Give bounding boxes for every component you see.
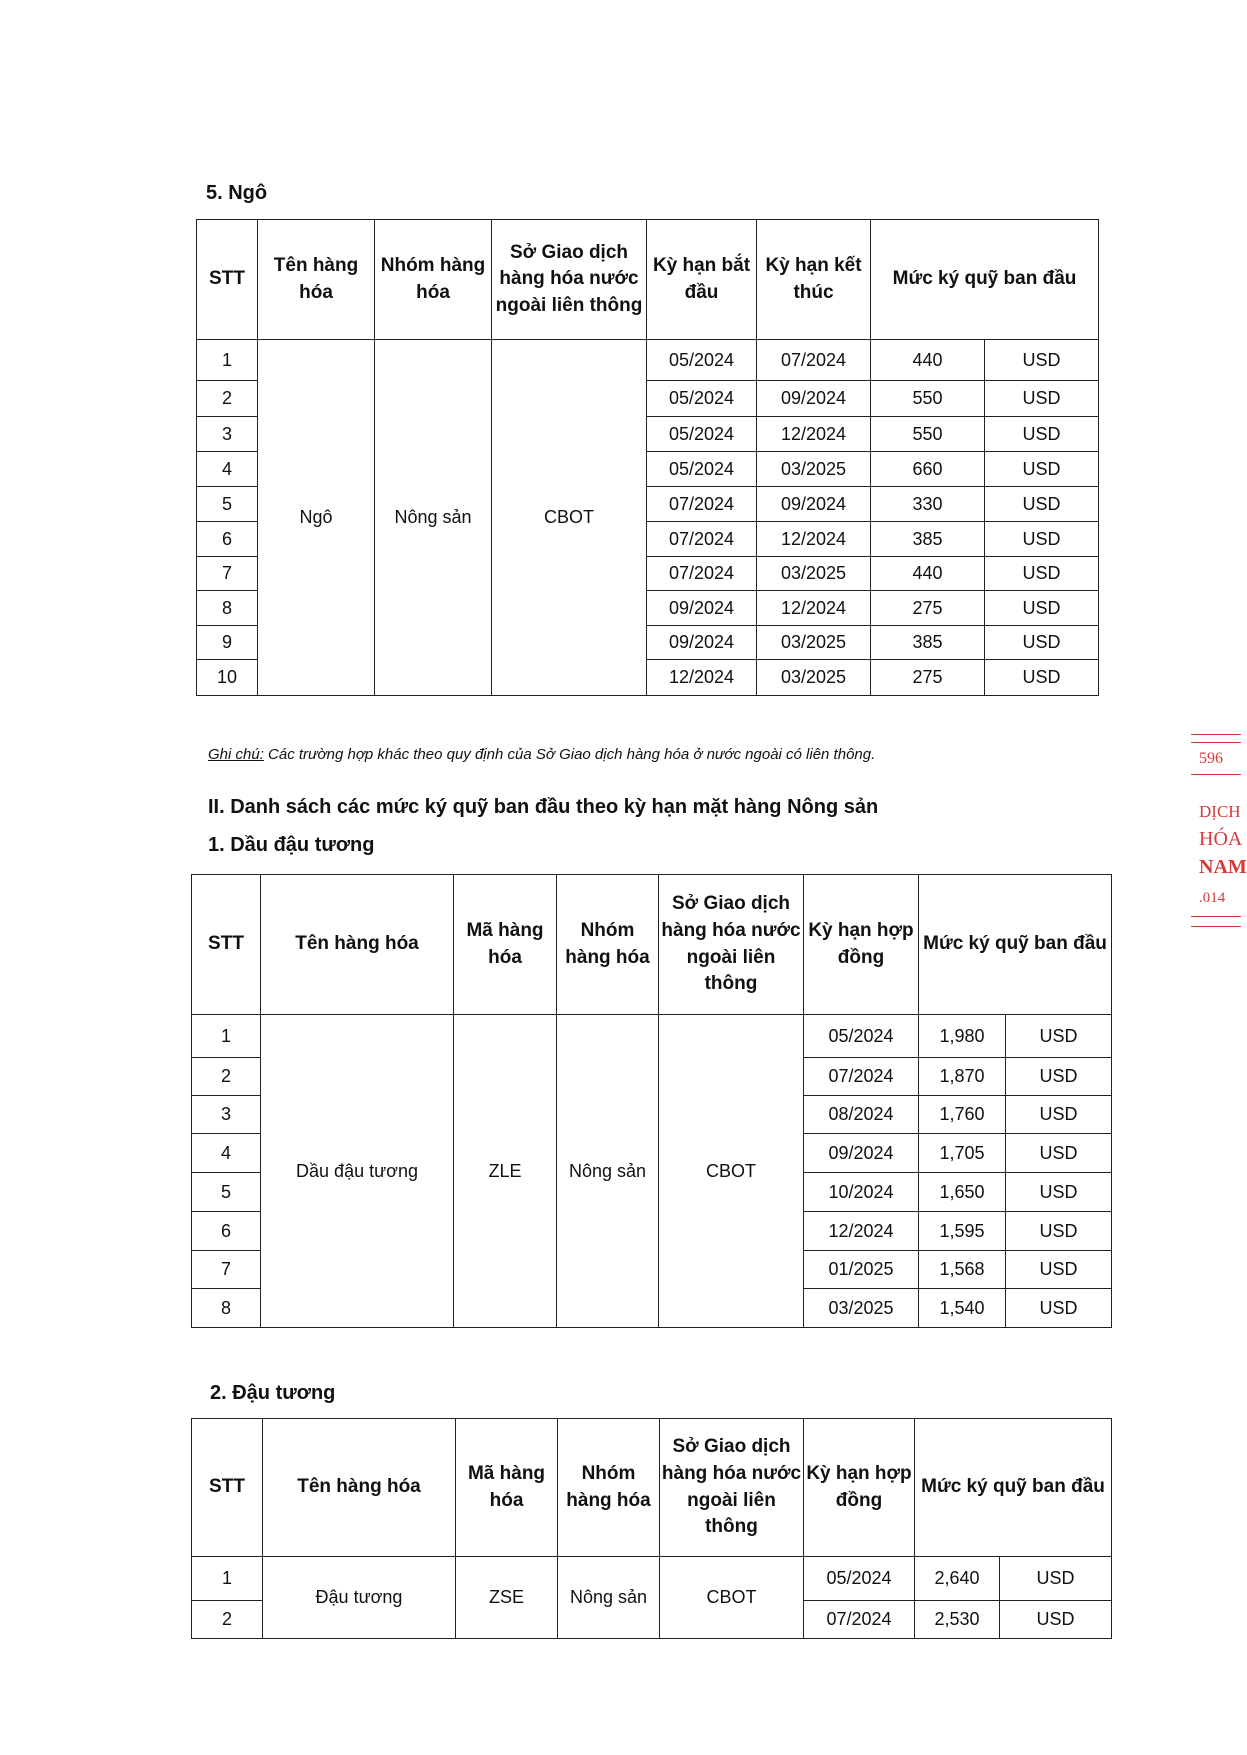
soybean-margin-table xyxy=(191,1418,1112,1639)
margin-amount: 440 xyxy=(871,557,985,591)
end-term: 09/2024 xyxy=(757,381,871,417)
margin-amount: 1,705 xyxy=(919,1134,1006,1173)
row-stt: 10 xyxy=(197,660,258,696)
corn-margin-table xyxy=(196,219,1099,696)
row-stt: 4 xyxy=(197,452,258,487)
start-term: 09/2024 xyxy=(647,591,757,626)
margin-amount: 1,870 xyxy=(919,1058,1006,1096)
row-stt: 1 xyxy=(192,1557,263,1601)
contract-term: 07/2024 xyxy=(804,1601,915,1639)
header-contract-term: Kỳ hạn hợp đồng xyxy=(804,1419,915,1557)
exchange-name: CBOT xyxy=(660,1557,804,1639)
stamp-text-2: DỊCH xyxy=(1199,802,1241,821)
margin-amount: 1,540 xyxy=(919,1289,1006,1328)
exchange-name: CBOT xyxy=(492,340,647,696)
section-heading-soybean-oil: 1. Dầu đậu tương xyxy=(208,834,375,856)
start-term: 07/2024 xyxy=(647,557,757,591)
commodity-group: Nông sản xyxy=(558,1557,660,1639)
table-row xyxy=(197,340,1099,381)
row-stt: 2 xyxy=(197,381,258,417)
table-row xyxy=(192,1015,1112,1058)
start-term: 12/2024 xyxy=(647,660,757,696)
table-header-row xyxy=(192,1419,1112,1557)
end-term: 12/2024 xyxy=(757,417,871,452)
margin-amount: 1,980 xyxy=(919,1015,1006,1058)
header-code: Mã hàng hóa xyxy=(456,1419,558,1557)
header-stt: STT xyxy=(192,1419,263,1557)
table-row xyxy=(192,1557,1112,1601)
margin-currency: USD xyxy=(985,417,1099,452)
header-name: Tên hàng hóa xyxy=(263,1419,456,1557)
contract-term: 01/2025 xyxy=(804,1251,919,1289)
margin-currency: USD xyxy=(1006,1134,1112,1173)
section-heading-soybean: 2. Đậu tương xyxy=(210,1382,336,1404)
start-term: 05/2024 xyxy=(647,417,757,452)
margin-currency: USD xyxy=(1006,1173,1112,1212)
margin-currency: USD xyxy=(1006,1212,1112,1251)
margin-currency: USD xyxy=(1006,1096,1112,1134)
margin-amount: 440 xyxy=(871,340,985,381)
header-stt: STT xyxy=(197,220,258,340)
commodity-name: Ngô xyxy=(258,340,375,696)
row-stt: 3 xyxy=(192,1096,261,1134)
stamp-text-3: HÓA xyxy=(1199,828,1243,850)
note xyxy=(208,746,875,763)
section-heading-corn: 5. Ngô xyxy=(206,182,268,204)
margin-amount: 2,530 xyxy=(915,1601,1000,1639)
table-header-row xyxy=(192,875,1112,1015)
row-stt: 3 xyxy=(197,417,258,452)
margin-amount: 550 xyxy=(871,417,985,452)
margin-currency: USD xyxy=(985,340,1099,381)
table-header-row xyxy=(197,220,1099,340)
margin-amount: 275 xyxy=(871,591,985,626)
margin-currency: USD xyxy=(985,626,1099,660)
header-name: Tên hàng hóa xyxy=(258,220,375,340)
contract-term: 08/2024 xyxy=(804,1096,919,1134)
margin-amount: 1,595 xyxy=(919,1212,1006,1251)
margin-currency: USD xyxy=(985,522,1099,557)
end-term: 12/2024 xyxy=(757,591,871,626)
row-stt: 5 xyxy=(192,1173,261,1212)
row-stt: 6 xyxy=(197,522,258,557)
note-label: Ghi chú: xyxy=(208,746,264,763)
start-term: 05/2024 xyxy=(647,381,757,417)
margin-amount: 550 xyxy=(871,381,985,417)
row-stt: 2 xyxy=(192,1058,261,1096)
header-exchange: Sở Giao dịch hàng hóa nước ngoài liên thông xyxy=(660,1419,804,1557)
margin-amount: 330 xyxy=(871,487,985,522)
contract-term: 03/2025 xyxy=(804,1289,919,1328)
margin-currency: USD xyxy=(1006,1289,1112,1328)
contract-term: 09/2024 xyxy=(804,1134,919,1173)
contract-term: 07/2024 xyxy=(804,1058,919,1096)
header-start-term: Kỳ hạn bắt đầu xyxy=(647,220,757,340)
start-term: 09/2024 xyxy=(647,626,757,660)
margin-amount: 1,760 xyxy=(919,1096,1006,1134)
stamp-text-1: 596 xyxy=(1199,750,1223,767)
end-term: 03/2025 xyxy=(757,660,871,696)
end-term: 03/2025 xyxy=(757,452,871,487)
end-term: 09/2024 xyxy=(757,487,871,522)
header-stt: STT xyxy=(192,875,261,1015)
margin-currency: USD xyxy=(1000,1601,1112,1639)
section-heading-agricultural: II. Danh sách các mức ký quỹ ban đầu theo kỳ hạn mặt hàng Nông sản xyxy=(208,796,879,818)
margin-amount: 2,640 xyxy=(915,1557,1000,1601)
margin-currency: USD xyxy=(985,660,1099,696)
margin-amount: 385 xyxy=(871,626,985,660)
margin-currency: USD xyxy=(1006,1015,1112,1058)
header-exchange: Sở Giao dịch hàng hóa nước ngoài liên thông xyxy=(492,220,647,340)
row-stt: 7 xyxy=(197,557,258,591)
contract-term: 05/2024 xyxy=(804,1015,919,1058)
margin-currency: USD xyxy=(985,557,1099,591)
soybean-oil-margin-table xyxy=(191,874,1112,1328)
margin-amount: 660 xyxy=(871,452,985,487)
margin-currency: USD xyxy=(1006,1251,1112,1289)
end-term: 03/2025 xyxy=(757,626,871,660)
start-term: 05/2024 xyxy=(647,452,757,487)
header-group: Nhóm hàng hóa xyxy=(375,220,492,340)
header-contract-term: Kỳ hạn hợp đồng xyxy=(804,875,919,1015)
row-stt: 2 xyxy=(192,1601,263,1639)
end-term: 07/2024 xyxy=(757,340,871,381)
row-stt: 8 xyxy=(192,1289,261,1328)
exchange-name: CBOT xyxy=(659,1015,804,1328)
margin-amount: 385 xyxy=(871,522,985,557)
start-term: 07/2024 xyxy=(647,487,757,522)
red-stamp xyxy=(1191,730,1247,960)
contract-term: 05/2024 xyxy=(804,1557,915,1601)
margin-currency: USD xyxy=(1000,1557,1112,1601)
stamp-text-5: .014 xyxy=(1199,890,1226,906)
margin-amount: 1,650 xyxy=(919,1173,1006,1212)
note-text: Các trường hợp khác theo quy định của Sở Giao dịch hàng hóa ở nước ngoài có liên thông. xyxy=(263,746,876,763)
row-stt: 4 xyxy=(192,1134,261,1173)
commodity-group: Nông sản xyxy=(557,1015,659,1328)
header-margin: Mức ký quỹ ban đầu xyxy=(919,875,1112,1015)
margin-amount: 275 xyxy=(871,660,985,696)
end-term: 03/2025 xyxy=(757,557,871,591)
start-term: 07/2024 xyxy=(647,522,757,557)
row-stt: 7 xyxy=(192,1251,261,1289)
row-stt: 1 xyxy=(197,340,258,381)
header-group: Nhóm hàng hóa xyxy=(557,875,659,1015)
margin-currency: USD xyxy=(1006,1058,1112,1096)
header-end-term: Kỳ hạn kết thúc xyxy=(757,220,871,340)
row-stt: 6 xyxy=(192,1212,261,1251)
contract-term: 10/2024 xyxy=(804,1173,919,1212)
row-stt: 9 xyxy=(197,626,258,660)
commodity-name: Đậu tương xyxy=(263,1557,456,1639)
header-exchange: Sở Giao dịch hàng hóa nước ngoài liên thông xyxy=(659,875,804,1015)
margin-currency: USD xyxy=(985,591,1099,626)
contract-term: 12/2024 xyxy=(804,1212,919,1251)
margin-amount: 1,568 xyxy=(919,1251,1006,1289)
row-stt: 1 xyxy=(192,1015,261,1058)
margin-currency: USD xyxy=(985,381,1099,417)
row-stt: 5 xyxy=(197,487,258,522)
header-margin: Mức ký quỹ ban đầu xyxy=(915,1419,1112,1557)
header-group: Nhóm hàng hóa xyxy=(558,1419,660,1557)
start-term: 05/2024 xyxy=(647,340,757,381)
header-code: Mã hàng hóa xyxy=(454,875,557,1015)
stamp-text-4: NAM xyxy=(1199,856,1247,878)
commodity-code: ZSE xyxy=(456,1557,558,1639)
margin-currency: USD xyxy=(985,487,1099,522)
commodity-name: Dầu đậu tương xyxy=(261,1015,454,1328)
margin-currency: USD xyxy=(985,452,1099,487)
header-margin: Mức ký quỹ ban đầu xyxy=(871,220,1099,340)
commodity-code: ZLE xyxy=(454,1015,557,1328)
row-stt: 8 xyxy=(197,591,258,626)
header-name: Tên hàng hóa xyxy=(261,875,454,1015)
end-term: 12/2024 xyxy=(757,522,871,557)
commodity-group: Nông sản xyxy=(375,340,492,696)
